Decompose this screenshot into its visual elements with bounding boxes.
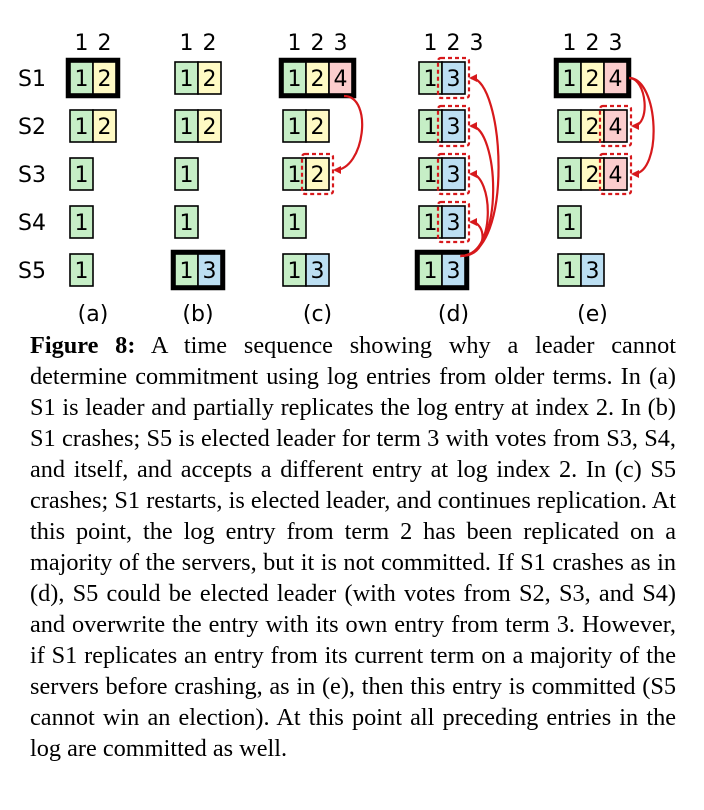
log-entry-term: 1 xyxy=(562,259,577,284)
log-entry-term: 1 xyxy=(562,115,577,140)
log-entry-term: 3 xyxy=(310,259,325,284)
log-entry-term: 1 xyxy=(74,115,89,140)
log-entry-term: 3 xyxy=(446,163,461,188)
log-entry-term: 3 xyxy=(446,259,461,284)
log-entry-term: 2 xyxy=(202,115,217,140)
log-entry-term: 1 xyxy=(179,211,194,236)
panel-4 xyxy=(556,31,654,327)
index-label: 1 xyxy=(287,31,302,56)
log-entry-term: 2 xyxy=(585,67,600,92)
server-label-s2: S2 xyxy=(18,115,46,140)
log-entry-term: 1 xyxy=(287,163,302,188)
log-entry-term: 1 xyxy=(179,67,194,92)
log-entry-term: 4 xyxy=(608,163,623,188)
log-entry-term: 1 xyxy=(562,163,577,188)
log-entry-term: 1 xyxy=(179,115,194,140)
log-entry-term: 3 xyxy=(585,259,600,284)
panel-label: (a) xyxy=(77,302,109,327)
log-entry-term: 2 xyxy=(202,67,217,92)
index-label: 1 xyxy=(179,31,194,56)
panel-0 xyxy=(68,31,118,327)
panel-label: (b) xyxy=(182,302,214,327)
index-label: 2 xyxy=(97,31,112,56)
log-entry-term: 1 xyxy=(287,259,302,284)
log-entry-term: 4 xyxy=(608,67,623,92)
log-entry-term: 2 xyxy=(585,163,600,188)
panel-2 xyxy=(281,31,362,327)
panel-label: (d) xyxy=(437,302,470,327)
panel-3 xyxy=(417,31,499,327)
log-entry-term: 2 xyxy=(97,115,112,140)
log-entry-term: 1 xyxy=(179,163,194,188)
caption-text: A time sequence showing why a leader cannot determine commitment using log entries from older terms. In (a) S1 is leader and partially replicates the log entry at index 2. In (b) S1 crashes; S5 is elected leader for term 3 with votes from S3, S4, and itself, and accepts a different entry at log index 2. In (c) S5 crashes; S1 restarts, is elected leader, and continues replication. At this point, the log entry from term 2 has been replicated on a majority of the servers, but it is not committed. If S1 crashes as in (d), S5 could be elected leader (with votes from S2, S3, and S4) and overwrite the entry with its own entry from term 3. However, if S1 replicates an entry from its current term on a majority of the servers before crashing, as in (e), then this entry is committed (S5 cannot win an election). At this point all preceding entries in the log are committed as well. xyxy=(30,332,676,762)
log-entry-term: 2 xyxy=(310,115,325,140)
log-entry-term: 3 xyxy=(446,115,461,140)
server-label-s4: S4 xyxy=(18,211,46,236)
index-label: 3 xyxy=(333,31,348,56)
panel-label: (e) xyxy=(577,302,608,327)
index-label: 1 xyxy=(74,31,89,56)
log-entry-term: 2 xyxy=(310,163,325,188)
log-entry-term: 1 xyxy=(423,259,438,284)
log-entry-term: 1 xyxy=(287,67,302,92)
log-entry-term: 3 xyxy=(202,259,217,284)
log-entry-term: 2 xyxy=(585,115,600,140)
server-label-s3: S3 xyxy=(18,163,46,188)
replication-arrow xyxy=(629,78,654,174)
log-entry-term: 1 xyxy=(423,67,438,92)
figure-caption xyxy=(30,330,676,764)
log-entry-term: 1 xyxy=(74,67,89,92)
index-label: 3 xyxy=(608,31,623,56)
log-entry-term: 1 xyxy=(287,211,302,236)
raft-log-diagram xyxy=(0,0,704,330)
log-entry-term: 4 xyxy=(608,115,623,140)
panel-label: (c) xyxy=(302,302,333,327)
log-entry-term: 1 xyxy=(287,115,302,140)
index-label: 1 xyxy=(562,31,577,56)
panel-1 xyxy=(173,31,223,327)
log-entry-term: 1 xyxy=(423,211,438,236)
log-entry-term: 2 xyxy=(310,67,325,92)
index-label: 1 xyxy=(423,31,438,56)
log-entry-term: 3 xyxy=(446,211,461,236)
log-entry-term: 2 xyxy=(97,67,112,92)
log-entry-term: 1 xyxy=(74,163,89,188)
log-entry-term: 1 xyxy=(74,259,89,284)
index-label: 2 xyxy=(585,31,600,56)
log-entry-term: 1 xyxy=(423,163,438,188)
index-label: 2 xyxy=(446,31,461,56)
index-label: 3 xyxy=(469,31,484,56)
log-entry-term: 1 xyxy=(423,115,438,140)
figure-label: Figure 8: xyxy=(30,332,136,359)
log-entry-term: 1 xyxy=(179,259,194,284)
index-label: 2 xyxy=(310,31,325,56)
server-label-s5: S5 xyxy=(18,259,46,284)
log-entry-term: 4 xyxy=(333,67,348,92)
server-label-s1: S1 xyxy=(18,67,46,92)
log-entry-term: 3 xyxy=(446,67,461,92)
log-entry-term: 1 xyxy=(74,211,89,236)
index-label: 2 xyxy=(202,31,217,56)
log-entry-term: 1 xyxy=(562,67,577,92)
log-entry-term: 1 xyxy=(562,211,577,236)
replication-arrow xyxy=(335,96,362,170)
